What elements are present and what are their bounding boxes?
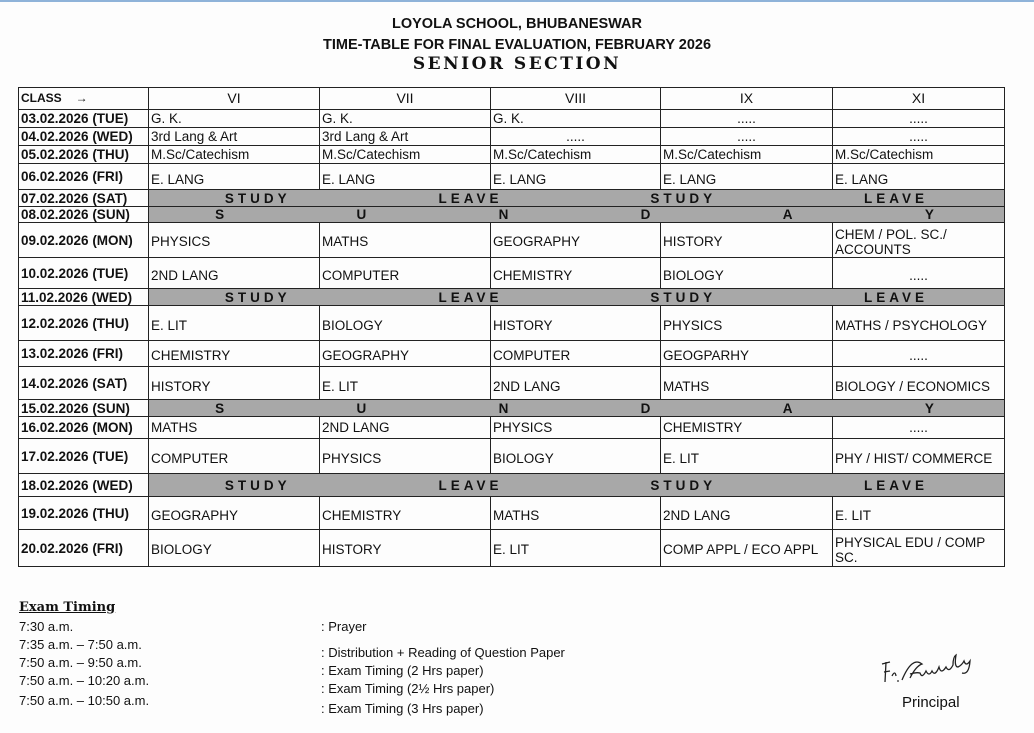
- class-header-vi: VI: [149, 88, 320, 110]
- subject-cell: BIOLOGY: [661, 258, 833, 289]
- sunday-band: [149, 207, 1005, 223]
- band-letter: N: [498, 207, 513, 222]
- subject-cell: CHEMISTRY: [661, 417, 833, 439]
- subject-cell: BIOLOGY: [320, 306, 491, 341]
- date-cell: 10.02.2026 (TUE): [19, 258, 149, 289]
- table-row: [19, 400, 1005, 417]
- band-letter: N: [498, 400, 513, 416]
- timing-time: 7:50 a.m. – 10:20 a.m.: [19, 673, 150, 688]
- table-row: [19, 367, 1005, 400]
- subject-cell: GEOGPARHY: [661, 341, 833, 367]
- subject-cell: M.Sc/Catechism: [833, 146, 1005, 164]
- timing-time: 7:50 a.m. – 9:50 a.m.: [19, 655, 142, 670]
- band-word: STUDY: [224, 477, 291, 493]
- subject-cell: 2ND LANG: [491, 367, 661, 400]
- subject-cell: E. LIT: [833, 497, 1005, 530]
- date-cell: 03.02.2026 (TUE): [19, 110, 149, 128]
- subject-cell: HISTORY: [491, 306, 661, 341]
- study-leave-group: [151, 478, 577, 493]
- table-row: [19, 497, 1005, 530]
- band-word: STUDY: [650, 190, 717, 206]
- subject-cell: PHYSICS: [661, 306, 833, 341]
- date-cell: 17.02.2026 (TUE): [19, 439, 149, 474]
- subject-cell: M.Sc/Catechism: [661, 146, 833, 164]
- study-leave-group: [577, 290, 1003, 305]
- table-row: [19, 258, 1005, 289]
- timetable-title: TIME-TABLE FOR FINAL EVALUATION, FEBRUARY 2026: [322, 37, 712, 53]
- table-row: [19, 128, 1005, 146]
- subject-cell: GEOGRAPHY: [491, 223, 661, 258]
- band-letter: D: [640, 207, 655, 222]
- subject-cell: M.Sc/Catechism: [320, 146, 491, 164]
- subject-cell: GEOGRAPHY: [320, 341, 491, 367]
- study-leave-group: [151, 290, 577, 305]
- signature-text: Fr. Amaladoss: [876, 652, 883, 653]
- band-word: LEAVE: [864, 477, 929, 493]
- subject-cell: .....: [833, 341, 1005, 367]
- timing-time: 7:50 a.m. – 10:50 a.m.: [19, 693, 150, 708]
- table-row: [19, 223, 1005, 258]
- date-cell: 12.02.2026 (THU): [19, 306, 149, 341]
- timing-description: : Exam Timing (2 Hrs paper): [321, 663, 484, 678]
- date-cell: 04.02.2026 (WED): [19, 128, 149, 146]
- study-leave-band: [149, 474, 1005, 497]
- table-row: [19, 474, 1005, 497]
- subject-cell: HISTORY: [149, 367, 320, 400]
- subject-cell: 2ND LANG: [149, 258, 320, 289]
- table-row: [19, 439, 1005, 474]
- subject-cell: MATHS: [149, 417, 320, 439]
- table-row: [19, 110, 1005, 128]
- subject-cell: GEOGRAPHY: [149, 497, 320, 530]
- date-cell: 15.02.2026 (SUN): [19, 400, 149, 417]
- band-letter: S: [215, 400, 229, 416]
- subject-cell: PHYSICAL EDU / COMP SC.: [833, 530, 1005, 567]
- subject-cell: MATHS: [491, 497, 661, 530]
- date-cell: 19.02.2026 (THU): [19, 497, 149, 530]
- sunday-band: [149, 400, 1005, 417]
- date-cell: 09.02.2026 (MON): [19, 223, 149, 258]
- subject-cell: M.Sc/Catechism: [491, 146, 661, 164]
- date-cell: 16.02.2026 (MON): [19, 417, 149, 439]
- subject-cell: CHEM / POL. SC./ ACCOUNTS: [833, 223, 1005, 258]
- principal-signature: [876, 652, 1002, 688]
- subject-cell: E. LANG: [320, 164, 491, 190]
- subject-cell: PHYSICS: [149, 223, 320, 258]
- band-word: LEAVE: [864, 190, 929, 206]
- band-word: LEAVE: [438, 190, 503, 206]
- subject-cell: G. K.: [149, 110, 320, 128]
- subject-cell: G. K.: [320, 110, 491, 128]
- timing-description: : Exam Timing (2½ Hrs paper): [321, 681, 495, 696]
- table-row: [19, 190, 1005, 207]
- class-arrow-icon: →: [75, 91, 88, 105]
- band-letter: Y: [924, 400, 938, 416]
- band-letter: A: [782, 400, 797, 416]
- timing-description: : Prayer: [321, 619, 367, 634]
- class-header-ix: IX: [661, 88, 833, 110]
- band-groups: [151, 478, 1002, 493]
- subject-cell: .....: [661, 110, 833, 128]
- subject-cell: E. LANG: [491, 164, 661, 190]
- date-cell: 20.02.2026 (FRI): [19, 530, 149, 567]
- table-row: [19, 417, 1005, 439]
- subject-cell: CHEMISTRY: [149, 341, 320, 367]
- subject-cell: .....: [491, 128, 661, 146]
- class-header: [19, 88, 149, 110]
- band-word: LEAVE: [438, 477, 503, 493]
- subject-cell: 2ND LANG: [320, 417, 491, 439]
- class-header-vii: VII: [320, 88, 491, 110]
- principal-label: Principal: [902, 694, 960, 711]
- band-letter: U: [356, 207, 371, 222]
- subject-cell: E. LANG: [661, 164, 833, 190]
- class-label: CLASS: [21, 91, 62, 105]
- date-cell: 13.02.2026 (FRI): [19, 341, 149, 367]
- subject-cell: COMPUTER: [320, 258, 491, 289]
- band-letter: A: [782, 207, 797, 222]
- band-letter: Y: [924, 207, 938, 222]
- subject-cell: M.Sc/Catechism: [149, 146, 320, 164]
- band-letter: S: [215, 207, 229, 222]
- subject-cell: COMPUTER: [149, 439, 320, 474]
- subject-cell: E. LIT: [491, 530, 661, 567]
- study-leave-group: [577, 191, 1003, 206]
- study-leave-group: [577, 478, 1003, 493]
- date-cell: 05.02.2026 (THU): [19, 146, 149, 164]
- subject-cell: E. LIT: [661, 439, 833, 474]
- subject-cell: E. LIT: [320, 367, 491, 400]
- subject-cell: .....: [833, 417, 1005, 439]
- band-letter: D: [640, 400, 655, 416]
- subject-cell: G. K.: [491, 110, 661, 128]
- band-word: STUDY: [224, 289, 291, 305]
- subject-cell: PHYSICS: [491, 417, 661, 439]
- table-row: [19, 289, 1005, 306]
- subject-cell: MATHS: [320, 223, 491, 258]
- section-title: SENIOR SECTION: [412, 54, 622, 74]
- study-leave-band: [149, 190, 1005, 207]
- band-letters: [151, 207, 1002, 222]
- subject-cell: COMPUTER: [491, 341, 661, 367]
- band-word: LEAVE: [438, 289, 503, 305]
- date-cell: 18.02.2026 (WED): [19, 474, 149, 497]
- subject-cell: .....: [833, 110, 1005, 128]
- band-word: STUDY: [650, 477, 717, 493]
- table-row: [19, 306, 1005, 341]
- subject-cell: .....: [833, 258, 1005, 289]
- subject-cell: PHYSICS: [320, 439, 491, 474]
- subject-cell: BIOLOGY: [491, 439, 661, 474]
- subject-cell: HISTORY: [661, 223, 833, 258]
- subject-cell: CHEMISTRY: [320, 497, 491, 530]
- subject-cell: 3rd Lang & Art: [149, 128, 320, 146]
- exam-timing-title: Exam Timing: [19, 600, 116, 615]
- timing-description: : Distribution + Reading of Question Paper: [321, 645, 565, 660]
- table-row: [19, 341, 1005, 367]
- subject-cell: .....: [833, 128, 1005, 146]
- study-leave-group: [151, 191, 577, 206]
- subject-cell: E. LIT: [149, 306, 320, 341]
- timetable: [18, 87, 1005, 567]
- band-groups: [151, 290, 1002, 305]
- subject-cell: 3rd Lang & Art: [320, 128, 491, 146]
- date-cell: 14.02.2026 (SAT): [19, 367, 149, 400]
- date-cell: 07.02.2026 (SAT): [19, 190, 149, 207]
- date-cell: 11.02.2026 (WED): [19, 289, 149, 306]
- subject-cell: MATHS / PSYCHOLOGY: [833, 306, 1005, 341]
- date-cell: 08.02.2026 (SUN): [19, 207, 149, 223]
- table-row: [19, 207, 1005, 223]
- subject-cell: HISTORY: [320, 530, 491, 567]
- table-row: [19, 530, 1005, 567]
- band-groups: [151, 191, 1002, 206]
- band-word: LEAVE: [864, 289, 929, 305]
- subject-cell: 2ND LANG: [661, 497, 833, 530]
- subject-cell: BIOLOGY: [149, 530, 320, 567]
- timing-time: 7:30 a.m.: [19, 619, 74, 634]
- study-leave-band: [149, 289, 1005, 306]
- band-letters: [151, 401, 1002, 416]
- class-header-xi: XI: [833, 88, 1005, 110]
- table-row: [19, 164, 1005, 190]
- subject-cell: BIOLOGY / ECONOMICS: [833, 367, 1005, 400]
- subject-cell: E. LANG: [833, 164, 1005, 190]
- subject-cell: COMP APPL / ECO APPL: [661, 530, 833, 567]
- band-word: STUDY: [224, 190, 291, 206]
- subject-cell: MATHS: [661, 367, 833, 400]
- subject-cell: PHY / HIST/ COMMERCE: [833, 439, 1005, 474]
- subject-cell: .....: [661, 128, 833, 146]
- timing-description: : Exam Timing (3 Hrs paper): [321, 701, 484, 716]
- timing-time: 7:35 a.m. – 7:50 a.m.: [19, 637, 142, 652]
- subject-cell: CHEMISTRY: [491, 258, 661, 289]
- table-row: [19, 146, 1005, 164]
- band-word: STUDY: [650, 289, 717, 305]
- school-name: LOYOLA SCHOOL, BHUBANESWAR: [392, 16, 642, 32]
- top-border: [0, 0, 1034, 2]
- subject-cell: E. LANG: [149, 164, 320, 190]
- date-cell: 06.02.2026 (FRI): [19, 164, 149, 190]
- class-header-viii: VIII: [491, 88, 661, 110]
- band-letter: U: [356, 400, 371, 416]
